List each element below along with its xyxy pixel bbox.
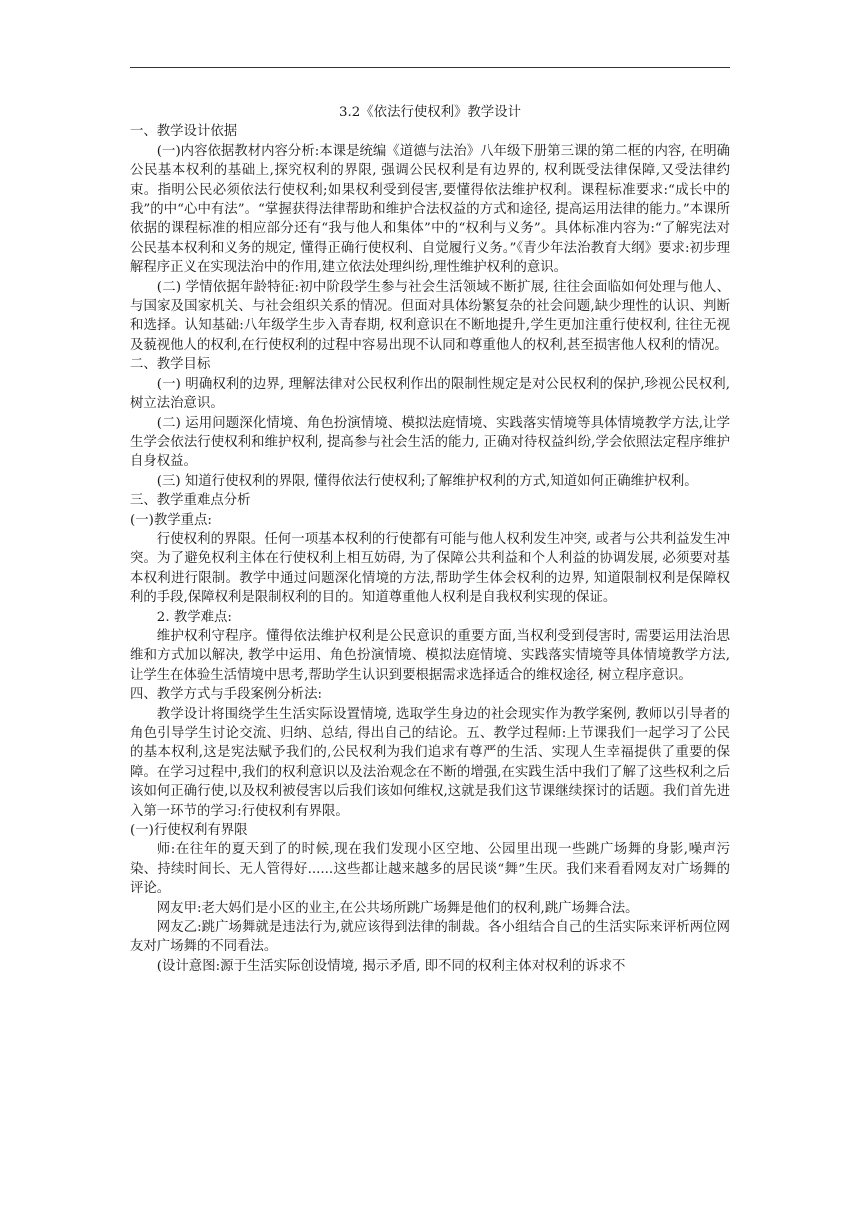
section-heading-goals: 二、教学目标 [130, 357, 211, 373]
subheading-key-point: (一)教学重点: [130, 512, 212, 528]
header-rule [130, 67, 730, 68]
paragraph-netizen-b: 网友乙:跳广场舞就是违法行为,就应该得到法律的制裁。各小组结合自己的生活实际来评析两位网友对广场舞的不同看法。 [130, 920, 730, 955]
paragraph-design-intent: (设计意图:源于生活实际创设情境, 揭示矛盾, 即不同的权利主体对权利的诉求不 [156, 958, 626, 974]
paragraph-netizen-a: 网友甲:老大妈们是小区的业主,在公共场所跳广场舞是他们的权利,跳广场舞合法。 [156, 900, 639, 916]
paragraph-teacher-intro: 师:在往年的夏天到了的时候,现在我们发现小区空地、公园里出现一些跳广场舞的身影,噪声污染、持续时间长、无人管得好......这些都让越来越多的居民谈“舞”生厌。我们来看看网友对广场舞的评论。 [130, 842, 730, 897]
paragraph-student-basis: (二) 学情依据年龄特征:初中阶段学生参与社会生活领域不断扩展, 往往会面临如何处理与他人、与国家及国家机关、与社会组织关系的情况。但面对具体纷繁复杂的社会问题,缺少理性的认识、判断和选择。认知基础:八年级学生步入青春期, 权利意识在不断地提升,学生更加注重行使权利, 往往无视及藐视他人的权利,在行使权利的过程中容易出现不认同和尊重他人的权利,甚至损害他人权利的情况。 [130, 279, 730, 353]
paragraph-key-point: 行使权利的界限。任何一项基本权利的行使都有可能与他人权利发生冲突, 或者与公共利益发生冲突。为了避免权利主体在行使权利上相互妨碍, 为了保障公共利益和个人利益的协调发展, 必须要对基本权利进行限制。教学中通过问题深化情境的方法,帮助学生体会权利的边界, 知道限制权利是保障权利的手段,保障权利是限制权利的目的。知道尊重他人权利是自我权利实现的保证。 [130, 531, 730, 606]
subheading-difficulty: 2. 教学难点: [156, 609, 232, 625]
document-body [130, 103, 730, 976]
subheading-rights-limits: (一)行使权利有界限 [130, 823, 248, 839]
paragraph-goal-1: (一) 明确权利的边界, 理解法律对公民权利作出的限制性规定是对公民权利的保护,珍视公民权利, 树立法治意识。 [130, 376, 730, 412]
paragraph-goal-3: (三) 知道行使权利的界限, 懂得依法行使权利;了解维护权利的方式,知道如何正确维护权利。 [156, 473, 698, 489]
paragraph-goal-2: (二) 运用问题深化情境、角色扮演情境、模拟法庭情境、实践落实情境等具体情境教学方法,让学生学会依法行使权利和维护权利, 提高参与社会生活的能力, 正确对待权益纠纷,学会依照法定程序维护自身权益。 [130, 415, 730, 470]
section-heading-basis: 一、教学设计依据 [130, 124, 238, 140]
paragraph-content-basis: (一)内容依据教材内容分析:本课是统编《道德与法治》八年级下册第三课的第二框的内容, 在明确公民基本权利的基础上,探究权利的界限, 强调公民权利是有边界的, 权利既受法律保障,又受法律约束。指明公民必须依法行使权利;如果权利受到侵害,要懂得依法维护权利。课程标准要求:“成长中的我”的中“心中有法”。“掌握获得法律帮助和维护合法权益的方式和途径, 提高运用法律的能力。”本课所依据的课程标准的相应部分还有“我与他人和集体”中的“权利与义务”。具体标准内容为:“了解宪法对公民基本权利和义务的规定, 懂得正确行使权利、自觉履行义务。”《青少年法治教育大纲》要求:初步理解程序正义在实现法治中的作用,建立依法处理纠纷,理性维护权利的意识。 [130, 143, 730, 276]
section-heading-focus: 三、教学重难点分析 [130, 493, 251, 509]
paragraph-methods: 教学设计将围绕学生生活实际设置情境, 选取学生身边的社会现实作为教学案例, 教师以引导者的角色引导学生讨论交流、归纳、总结, 得出自己的结论。五、教学过程师:上节课我们一起学习了公民的基本权利,这是宪法赋予我们的,公民权利为我们追求有尊严的生活、实现人生幸福提供了重要的保障。在学习过程中,我们的权利意识以及法治观念在不断的增强,在实践生活中我们了解了这些权利之后该如何正确行使,以及权利被侵害以后我们该如何维权,这就是我们这节课继续探讨的话题。我们首先进入第一环节的学习:行使权利有界限。 [130, 706, 730, 819]
paragraph-difficulty: 维护权利守程序。懂得依法维护权利是公民意识的重要方面,当权利受到侵害时, 需要运用法治思维和方式加以解决, 教学中运用、角色扮演情境、模拟法庭情境、实践落实情境等具体情境教学方法,让学生在体验生活情境中思考,帮助学生认识到要根据需求选择适合的维权途径, 树立程序意识。 [130, 628, 730, 683]
document-title: 3.2《依法行使权利》教学设计 [339, 105, 521, 120]
section-heading-methods: 四、教学方式与手段案例分析法: [130, 687, 322, 703]
